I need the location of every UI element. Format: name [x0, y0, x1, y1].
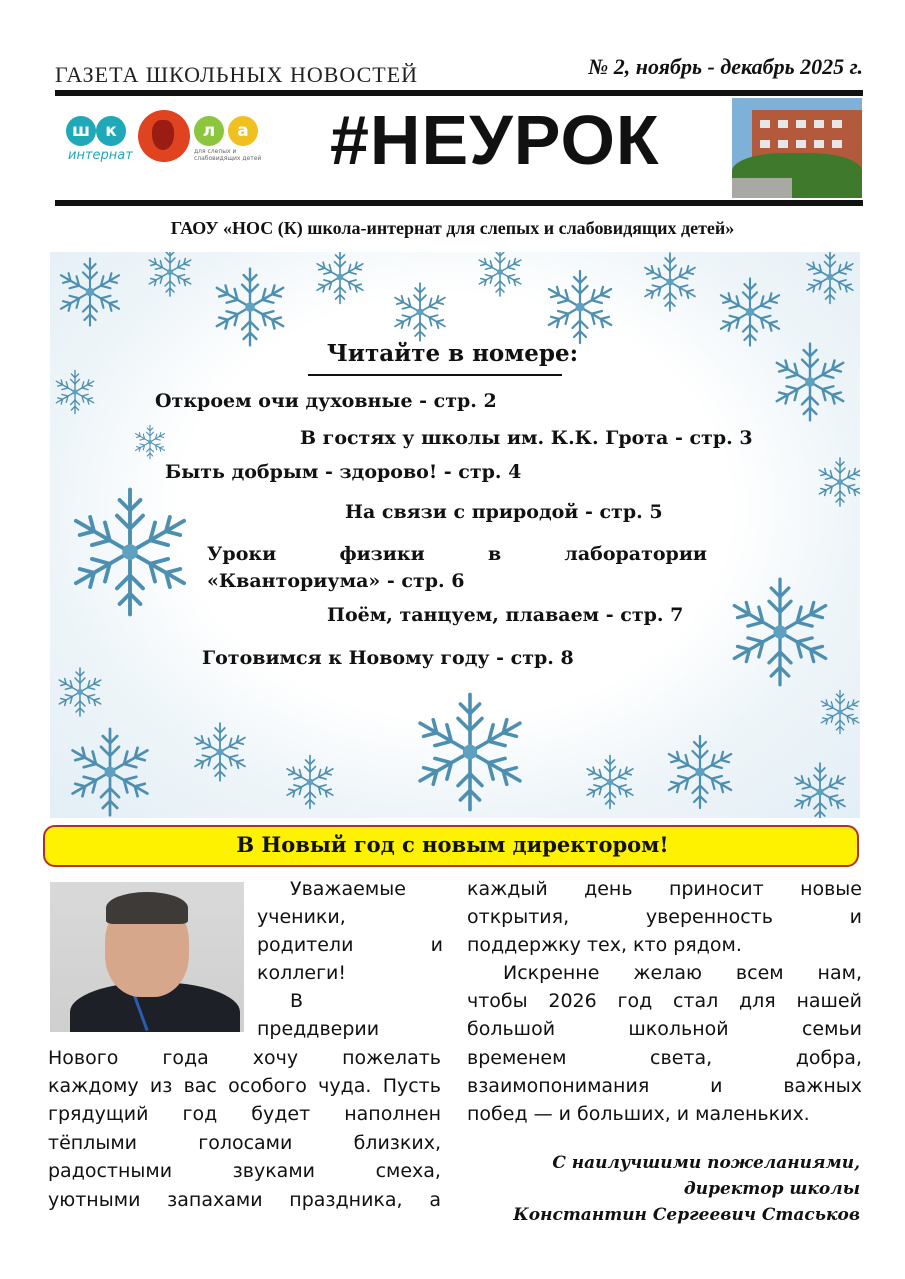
article-text-line: Уважаемые [290, 878, 406, 900]
article-text-line: каждый день приносит новые [467, 878, 862, 900]
signature-line: Константин Сергеевич Стаськов [513, 1205, 860, 1225]
article-text-line: В [290, 990, 304, 1012]
masthead-label: ГАЗЕТА ШКОЛЬНЫХ НОВОСТЕЙ [55, 62, 419, 87]
header-rule-top [55, 90, 863, 96]
article-text-line: уютными запахами праздника, а [48, 1189, 441, 1211]
toc-item: Быть добрым - здорово! - стр. 4 [165, 461, 522, 483]
toc-item: Поём, танцуем, плаваем - стр. 7 [327, 604, 684, 626]
article-text-line: каждому из вас особого чуда. Пусть [48, 1075, 441, 1097]
toc-item: Уроки физики в лаборатории «Кванториума» - стр. 6 [207, 543, 707, 592]
article-text-line: ученики, [257, 906, 346, 928]
article-text-line: коллеги! [257, 962, 347, 984]
toc-heading: Читайте в номере: [326, 340, 579, 367]
article-text-line: взаимопонимания и важных [467, 1075, 862, 1097]
director-photo [50, 882, 244, 1032]
article-text-line: преддверии [257, 1018, 380, 1040]
hand-icon [138, 110, 190, 162]
article-text-line: тёплыми голосами близких, [48, 1132, 441, 1154]
article-text-line: грядущий год будет наполнен [48, 1103, 441, 1125]
toc-item: В гостях у школы им. К.К. Грота - стр. 3 [300, 427, 753, 449]
article-text-line: родители и [257, 934, 443, 956]
article-headline: В Новый год с новым директором! [236, 832, 669, 857]
article-text-line: чтобы 2026 год стал для нашей [467, 990, 862, 1012]
school-name: ГАОУ «НОС (К) школа-интернат для слепых и слабовидящих детей» [170, 218, 735, 238]
toc-item: Готовимся к Новому году - стр. 8 [202, 647, 574, 669]
article-text-line: открытия, уверенность и [467, 906, 862, 928]
newspaper-title: #НЕУРОК [330, 101, 660, 179]
article-text-line: большой школьной семьи [467, 1018, 862, 1040]
logo-letter: л [194, 116, 224, 146]
toc-heading-underline [308, 374, 562, 376]
article-text-line: побед — и больших, и маленьких. [467, 1103, 810, 1125]
toc-item: Откроем очи духовные - стр. 2 [155, 390, 497, 412]
logo-letter: а [228, 116, 258, 146]
snowflake-icon [50, 252, 860, 818]
toc-snowflake-panel [50, 252, 860, 818]
issue-info: № 2, ноябрь - декабрь 2025 г. [588, 54, 863, 79]
article-text-line: временем света, добра, [467, 1047, 862, 1069]
school-logo [62, 108, 272, 172]
signature [460, 1150, 860, 1228]
logo-letter: ш [66, 116, 96, 146]
article-text-line: поддержку тех, кто рядом. [467, 934, 742, 956]
signature-line: директор школы [683, 1179, 860, 1199]
logo-letter: к [96, 116, 126, 146]
toc-item: На связи с природой - стр. 5 [345, 501, 663, 523]
header-rule-bottom [55, 200, 863, 206]
building-photo [732, 98, 862, 198]
article-text-line: Искренне желаю всем нам, [503, 962, 862, 984]
signature-line: С наилучшими пожеланиями, [552, 1153, 860, 1173]
logo-subtitle: для слепых и слабовидящих детей [194, 148, 262, 162]
logo-word: интернат [68, 148, 133, 163]
article-text-line: Нового года хочу пожелать [48, 1047, 441, 1069]
article-text-line: радостными звуками смеха, [48, 1160, 441, 1182]
